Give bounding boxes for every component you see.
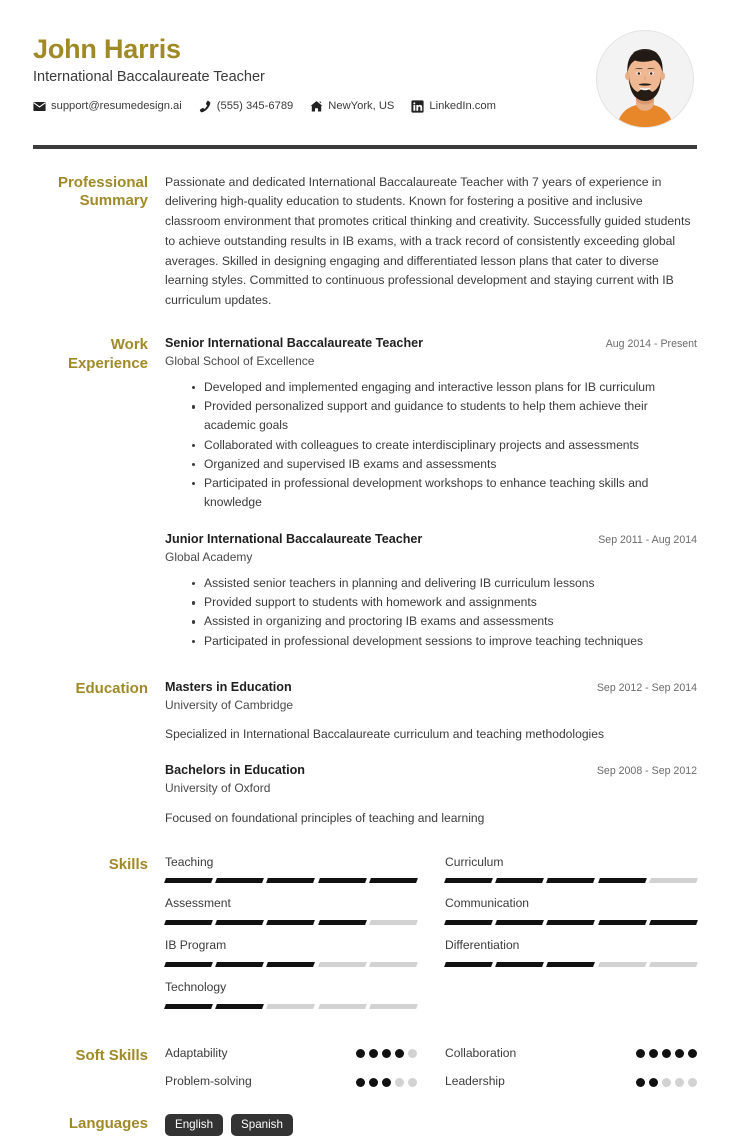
- section-professional-summary: [0, 173, 730, 311]
- rating-dot: [636, 1078, 645, 1087]
- rating-dot: [356, 1049, 365, 1058]
- skill-name: Differentiation: [445, 938, 520, 953]
- skill-level-segment: [649, 920, 698, 925]
- home-icon: [310, 100, 323, 113]
- section-languages: [0, 1114, 730, 1136]
- skill-level-bar: [165, 878, 417, 883]
- skill-item: [445, 855, 697, 897]
- header-divider: [33, 145, 697, 149]
- skills-body: [165, 855, 697, 1022]
- skill-level-segment: [369, 878, 418, 883]
- entry-date: Sep 2012 - Sep 2014: [596, 681, 697, 694]
- section-title-skills: Skills: [108, 855, 148, 873]
- header-text-block: [33, 30, 496, 113]
- entry-organization: University of Oxford: [165, 781, 271, 796]
- skill-name: Technology: [165, 979, 227, 994]
- skill-level-bar: [165, 1004, 417, 1009]
- rating-dot: [408, 1078, 417, 1087]
- section-skills: [0, 855, 730, 1022]
- entry-description: Focused on foundational principles of teaching and learning: [165, 810, 485, 825]
- section-title-summary: Professional Summary: [57, 173, 148, 210]
- entry: [165, 762, 697, 827]
- contact-phone-text: (555) 345-6789: [216, 100, 294, 113]
- rating-dot: [356, 1078, 365, 1087]
- section-title-languages: Languages: [68, 1115, 148, 1133]
- skill-level-segment: [369, 1004, 418, 1009]
- language-pill: Spanish: [231, 1114, 293, 1136]
- bullet-item: Developed and implemented engaging and interactive lesson plans for IB curriculum: [192, 378, 697, 397]
- avatar: [596, 30, 694, 128]
- skill-level-segment: [598, 920, 647, 925]
- skill-item: [165, 980, 417, 1022]
- entry-header: [165, 679, 697, 696]
- skill-name: Assessment: [165, 896, 231, 911]
- languages-body: [165, 1114, 697, 1136]
- section-title-education: Education: [75, 679, 148, 697]
- linkedin-icon: [411, 100, 424, 113]
- skill-level-segment: [444, 878, 493, 883]
- entry-organization: Global Academy: [165, 549, 253, 564]
- soft-skill-name: Collaboration: [445, 1045, 517, 1060]
- education-body: [165, 679, 697, 831]
- entry-title: Junior International Baccalaureate Teacher: [165, 531, 423, 546]
- entry-date: Aug 2014 - Present: [605, 337, 697, 350]
- entry-title: Senior International Baccalaureate Teacher: [165, 335, 424, 350]
- skill-item: [445, 938, 697, 980]
- phone-icon: [199, 100, 212, 113]
- rating-dot: [662, 1049, 671, 1058]
- contact-linkedin-text: LinkedIn.com: [429, 100, 496, 113]
- soft-skill-item: [445, 1046, 697, 1062]
- soft-skill-item: [445, 1074, 697, 1090]
- skill-level-segment: [598, 962, 647, 967]
- skill-level-bar: [445, 878, 697, 883]
- skill-level-bar: [165, 962, 417, 967]
- soft-skill-name: Adaptability: [165, 1045, 228, 1060]
- skill-level-segment: [444, 962, 493, 967]
- soft-skills-grid: [165, 1046, 697, 1090]
- skill-level-segment: [495, 962, 544, 967]
- entry-description: Specialized in International Baccalaureate curriculum and teaching methodologies: [165, 727, 605, 742]
- entry: [165, 679, 697, 744]
- skill-level-segment: [546, 962, 595, 967]
- soft-skill-item: [165, 1046, 417, 1062]
- skill-level-bar: [445, 962, 697, 967]
- entry: [165, 335, 697, 512]
- skill-level-segment: [266, 920, 315, 925]
- rating-dot: [688, 1049, 697, 1058]
- entry-bullet-list: [165, 574, 697, 650]
- skill-level-segment: [318, 1004, 367, 1009]
- entry-header: [165, 531, 697, 548]
- bullet-item: Assisted senior teachers in planning and delivering IB curriculum lessons: [192, 574, 697, 593]
- bullet-item: Participated in professional development workshops to enhance teaching skills and knowledge: [192, 474, 697, 512]
- bullet-item: Provided support to students with homework and assignments: [192, 593, 697, 612]
- rating-dot: [382, 1078, 391, 1087]
- skill-level-segment: [318, 920, 367, 925]
- skill-level-segment: [164, 962, 213, 967]
- entry-organization: University of Cambridge: [165, 697, 294, 712]
- contact-row: [33, 100, 496, 113]
- skill-level-segment: [318, 962, 367, 967]
- contact-linkedin[interactable]: [411, 100, 496, 113]
- soft-skill-name: Leadership: [445, 1074, 505, 1089]
- skill-level-segment: [215, 920, 264, 925]
- candidate-job-title: International Baccalaureate Teacher: [33, 69, 265, 86]
- skill-name: Communication: [445, 896, 530, 911]
- bullet-item: Assisted in organizing and proctoring IB exams and assessments: [192, 612, 697, 631]
- skill-level-bar: [165, 920, 417, 925]
- contact-location: [310, 100, 394, 113]
- skill-level-segment: [546, 920, 595, 925]
- entry-bullet-list: [165, 378, 697, 512]
- rating-dot: [688, 1078, 697, 1087]
- candidate-name: John Harris: [33, 34, 181, 64]
- skill-level-segment: [266, 1004, 315, 1009]
- rating-dot: [649, 1049, 658, 1058]
- skill-level-segment: [266, 962, 315, 967]
- entry: [165, 531, 697, 651]
- soft-skills-body: [165, 1046, 697, 1090]
- skill-level-segment: [598, 878, 647, 883]
- work-body: [165, 335, 697, 655]
- envelope-icon: [33, 100, 46, 113]
- language-pill: English: [165, 1114, 223, 1136]
- rating-dot: [369, 1049, 378, 1058]
- skill-name: IB Program: [165, 938, 227, 953]
- skill-level-segment: [495, 920, 544, 925]
- bullet-item: Organized and supervised IB exams and assessments: [192, 455, 697, 474]
- rating-dot: [662, 1078, 671, 1087]
- skill-level-segment: [266, 878, 315, 883]
- entry-organization: Global School of Excellence: [165, 353, 315, 368]
- section-education: [0, 679, 730, 831]
- entry-title: Bachelors in Education: [165, 763, 305, 778]
- skill-item: [445, 896, 697, 938]
- rating-dot: [395, 1049, 404, 1058]
- rating-dot: [369, 1078, 378, 1087]
- rating-dot: [395, 1078, 404, 1087]
- entry-header: [165, 335, 697, 352]
- summary-body: [165, 173, 697, 311]
- soft-skill-rating: [636, 1049, 697, 1058]
- skill-item: [165, 896, 417, 938]
- skill-level-segment: [215, 1004, 264, 1009]
- contact-phone[interactable]: [199, 100, 294, 113]
- skills-grid: [165, 855, 697, 1022]
- skill-level-segment: [215, 962, 264, 967]
- skill-level-segment: [164, 878, 213, 883]
- skill-level-segment: [164, 920, 213, 925]
- skill-level-segment: [215, 878, 264, 883]
- section-title-work: Work Experience: [67, 335, 148, 372]
- skill-item: [165, 938, 417, 980]
- section-title-soft-skills: Soft Skills: [75, 1046, 148, 1064]
- skill-level-segment: [444, 920, 493, 925]
- soft-skill-item: [165, 1074, 417, 1090]
- section-soft-skills: [0, 1046, 730, 1090]
- entry-date: Sep 2011 - Aug 2014: [598, 533, 697, 546]
- contact-location-text: NewYork, US: [328, 100, 395, 113]
- bullet-item: Participated in professional development sessions to improve teaching techniques: [192, 632, 697, 651]
- soft-skill-rating: [636, 1078, 697, 1087]
- avatar-photo: [597, 31, 693, 127]
- rating-dot: [675, 1078, 684, 1087]
- languages-list: [165, 1114, 697, 1136]
- soft-skill-rating: [356, 1078, 417, 1087]
- resume-header: [0, 0, 730, 128]
- entry-title: Masters in Education: [165, 679, 292, 694]
- bullet-item: Provided personalized support and guidance to students to help them achieve their academic goals: [192, 397, 697, 435]
- skill-level-segment: [495, 878, 544, 883]
- contact-email-text: support@resumedesign.ai: [51, 100, 182, 113]
- rating-dot: [675, 1049, 684, 1058]
- skill-item: [165, 855, 417, 897]
- skill-level-bar: [445, 920, 697, 925]
- entry-date: Sep 2008 - Sep 2012: [596, 765, 697, 778]
- summary-text: Passionate and dedicated International Baccalaureate Teacher with 7 years of experience in delivering high-quality education to students. Known for fostering a positive and inclusive classroom environment that promotes critical thinking and creativity. Successfully guided students to achieve outstanding results in IB exams, with a track record of consistently exceeding global averages. Skilled in designing engaging and differentiated lesson plans that cater to diverse learning styles. Committed to continuous professional development and staying current with IB curriculum updates.: [165, 174, 691, 308]
- skill-level-segment: [164, 1004, 213, 1009]
- skill-level-segment: [318, 878, 367, 883]
- skill-level-segment: [369, 962, 418, 967]
- rating-dot: [649, 1078, 658, 1087]
- rating-dot: [408, 1049, 417, 1058]
- skill-level-segment: [546, 878, 595, 883]
- contact-email[interactable]: [33, 100, 182, 113]
- rating-dot: [382, 1049, 391, 1058]
- entry-header: [165, 762, 697, 779]
- skill-level-segment: [649, 962, 698, 967]
- soft-skill-rating: [356, 1049, 417, 1058]
- skill-level-segment: [649, 878, 698, 883]
- skill-name: Curriculum: [445, 854, 504, 869]
- bullet-item: Collaborated with colleagues to create interdisciplinary projects and assessments: [192, 436, 697, 455]
- rating-dot: [636, 1049, 645, 1058]
- skill-name: Teaching: [165, 854, 214, 869]
- skill-level-segment: [369, 920, 418, 925]
- section-work-experience: [0, 335, 730, 655]
- soft-skill-name: Problem-solving: [165, 1074, 252, 1089]
